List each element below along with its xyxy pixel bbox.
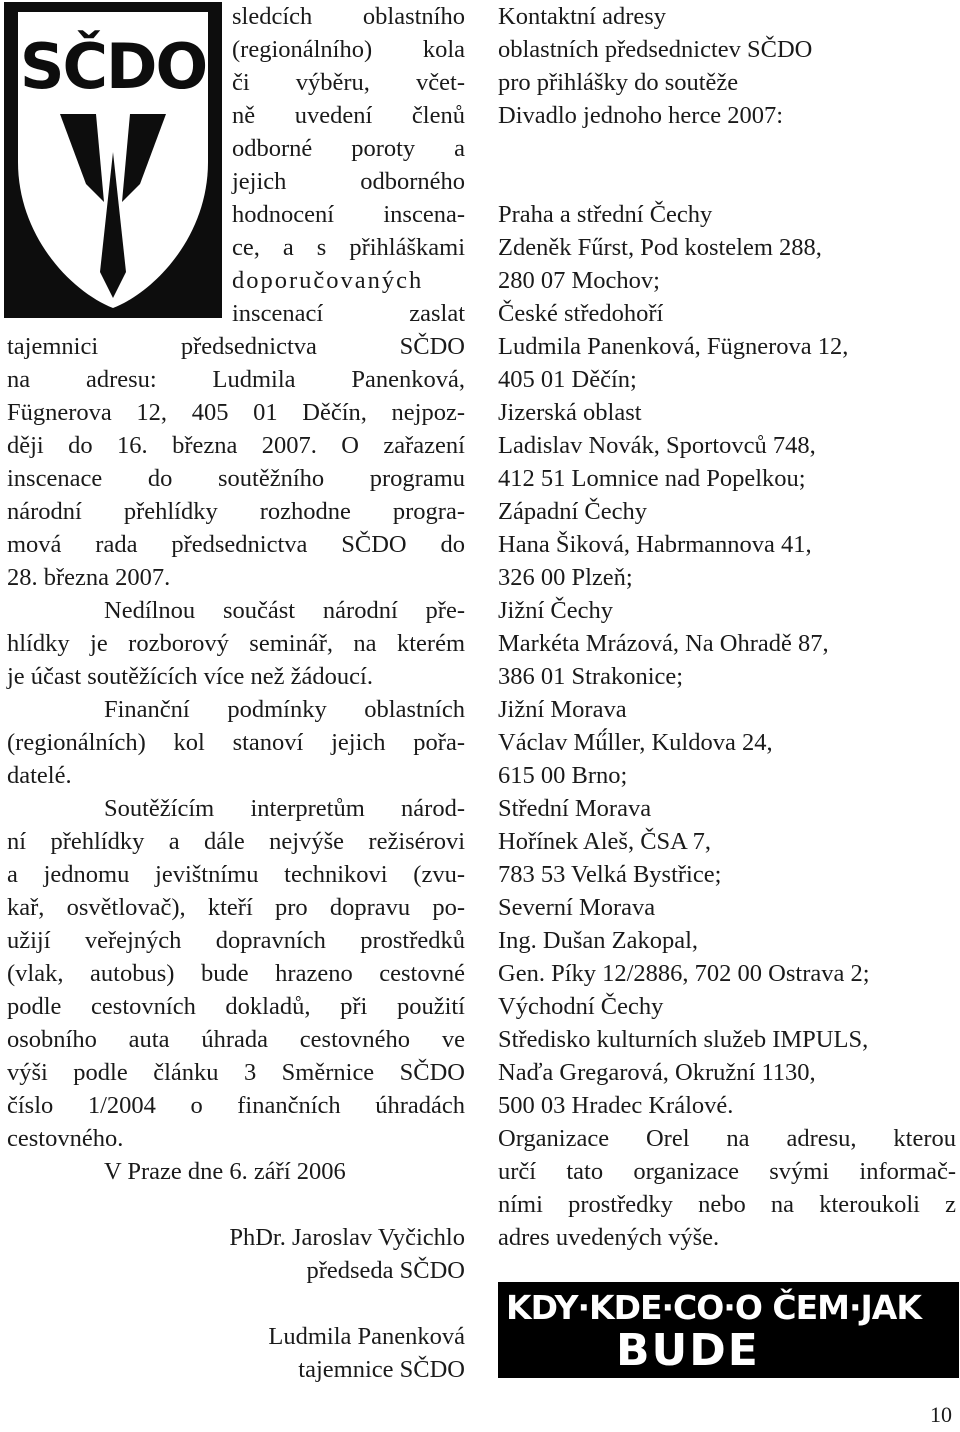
scdo-logo — [4, 2, 222, 318]
text-line: užijí veřejných dopravních prostředků — [7, 927, 465, 954]
text-line: adres uvedených výše. — [498, 1224, 720, 1251]
text-line: jejich odborného — [232, 168, 465, 195]
contact-line: 326 00 Plzeň; — [498, 564, 633, 591]
kdy-kde-banner — [498, 1282, 959, 1378]
text-line: hlídky je rozborový seminář, na kterém — [7, 630, 465, 657]
contact-line: Hořínek Aleš, ČSA 7, — [498, 828, 712, 855]
text-line: (vlak, autobus) bude hrazeno cestovné — [7, 960, 465, 987]
region-name: Jižní Čechy — [498, 597, 613, 624]
contact-line: Zdeněk Fűrst, Pod kostelem 288, — [498, 234, 822, 261]
contact-line: Naďa Gregarová, Okružní 1130, — [498, 1059, 816, 1086]
text-line: Soutěžícím interpretům národ- — [104, 795, 465, 822]
text-line: a jednomu jevištnímu technikovi (zvu- — [7, 861, 465, 888]
region-name: Praha a střední Čechy — [498, 201, 713, 228]
region-name: Západní Čechy — [498, 498, 647, 525]
heading-line: pro přihlášky do soutěže — [498, 69, 739, 96]
contact-line: 386 01 Strakonice; — [498, 663, 684, 690]
text-line: osobního auta úhrada cestovného ve — [7, 1026, 465, 1053]
region-name: České středohoří — [498, 300, 664, 327]
contact-line: 405 01 Děčín; — [498, 366, 637, 393]
text-line: inscenací zaslat — [232, 300, 465, 327]
banner-line1: KDY·KDE·CO·O ČEM·JAK — [506, 1288, 921, 1327]
text-line: inscenace do soutěžního programu — [7, 465, 465, 492]
region-name: Severní Morava — [498, 894, 656, 921]
text-line: cestovného. — [7, 1125, 124, 1152]
contact-line: 500 03 Hradec Králové. — [498, 1092, 734, 1119]
text-line: ní přehlídky a dále nejvýše režisérovi — [7, 828, 465, 855]
signature-role: tajemnice SČDO — [298, 1356, 465, 1383]
text-line: tajemnici předsednictva SČDO — [7, 333, 465, 360]
text-line: kař, osvětlovač), kteří pro dopravu po- — [7, 894, 465, 921]
text-line: číslo 1/2004 o finančních úhradách — [7, 1092, 465, 1119]
region-name: Střední Morava — [498, 795, 652, 822]
region-name: Jižní Morava — [498, 696, 627, 723]
text-line: ními prostředky nebo na kteroukoli z — [498, 1191, 956, 1218]
contact-line: 280 07 Mochov; — [498, 267, 660, 294]
signature-name: PhDr. Jaroslav Vyčichlo — [229, 1224, 465, 1251]
text-line: mová rada předsednictva SČDO do — [7, 531, 465, 558]
date-line: V Praze dne 6. září 2006 — [104, 1158, 346, 1185]
text-line: je účast soutěžících více než žádoucí. — [7, 663, 373, 690]
contact-line: Středisko kulturních služeb IMPULS, — [498, 1026, 869, 1053]
contact-line: Václav Mű́ller, Kuldova 24, — [498, 729, 773, 756]
text-line: datelé. — [7, 762, 72, 789]
contact-line: Gen. Píky 12/2886, 702 00 Ostrava 2; — [498, 960, 870, 987]
banner-line2: BUDE — [616, 1325, 760, 1376]
signature-role: předseda SČDO — [306, 1257, 465, 1284]
heading-line: Divadlo jednoho herce 2007: — [498, 102, 784, 129]
text-line: sledcích oblastního — [232, 3, 465, 30]
text-line: (regionálních) kol stanoví jejich pořa- — [7, 729, 465, 756]
text-line: Finanční podmínky oblastních — [104, 696, 465, 723]
region-name: Východní Čechy — [498, 993, 664, 1020]
text-line: či výběru, včet- — [232, 69, 465, 96]
heading-line: oblastních předsednictev SČDO — [498, 36, 813, 63]
page-number: 10 — [930, 1402, 952, 1427]
contact-line: Ladislav Novák, Sportovců 748, — [498, 432, 816, 459]
heading-line: Kontaktní adresy — [498, 3, 667, 30]
contact-line: 615 00 Brno; — [498, 762, 628, 789]
region-name: Jizerská oblast — [498, 399, 642, 426]
text-line: na adresu: Ludmila Panenková, — [7, 366, 465, 393]
text-line: ně uvedení členů — [232, 102, 465, 129]
contact-line: Ing. Dušan Zakopal, — [498, 927, 699, 954]
text-line: národní přehlídky rozhodne progra- — [7, 498, 465, 525]
text-line: Fügnerova 12, 405 01 Děčín, nejpoz- — [7, 399, 465, 426]
text-line: doporučovaných — [232, 267, 424, 294]
text-line: Organizace Orel na adresu, kterou — [498, 1125, 956, 1152]
contact-line: Markéta Mrázová, Na Ohradě 87, — [498, 630, 829, 657]
contact-line: Hana Šiková, Habrmannova 41, — [498, 531, 812, 558]
text-line: výši podle článku 3 Směrnice SČDO — [7, 1059, 465, 1086]
contact-line: 412 51 Lomnice nad Popelkou; — [498, 465, 806, 492]
text-line: 28. března 2007. — [7, 564, 171, 591]
contact-line: Ludmila Panenková, Fügnerova 12, — [498, 333, 849, 360]
text-line: Nedílnou součást národní pře- — [104, 597, 465, 624]
contact-line: 783 53 Velká Bystřice; — [498, 861, 722, 888]
text-line: podle cestovních dokladů, při použití — [7, 993, 465, 1020]
text-line: hodnocení inscena- — [232, 201, 465, 228]
signature-name: Ludmila Panenková — [268, 1323, 465, 1350]
logo-text: SČDO — [19, 30, 207, 103]
text-line: ce, a s přihláškami — [232, 234, 465, 261]
text-line: odborné poroty a — [232, 135, 465, 162]
text-line: (regionálního) kola — [232, 36, 465, 63]
text-line: určí tato organizace svými informač- — [498, 1158, 956, 1185]
text-line: ději do 16. března 2007. O zařazení — [7, 432, 465, 459]
